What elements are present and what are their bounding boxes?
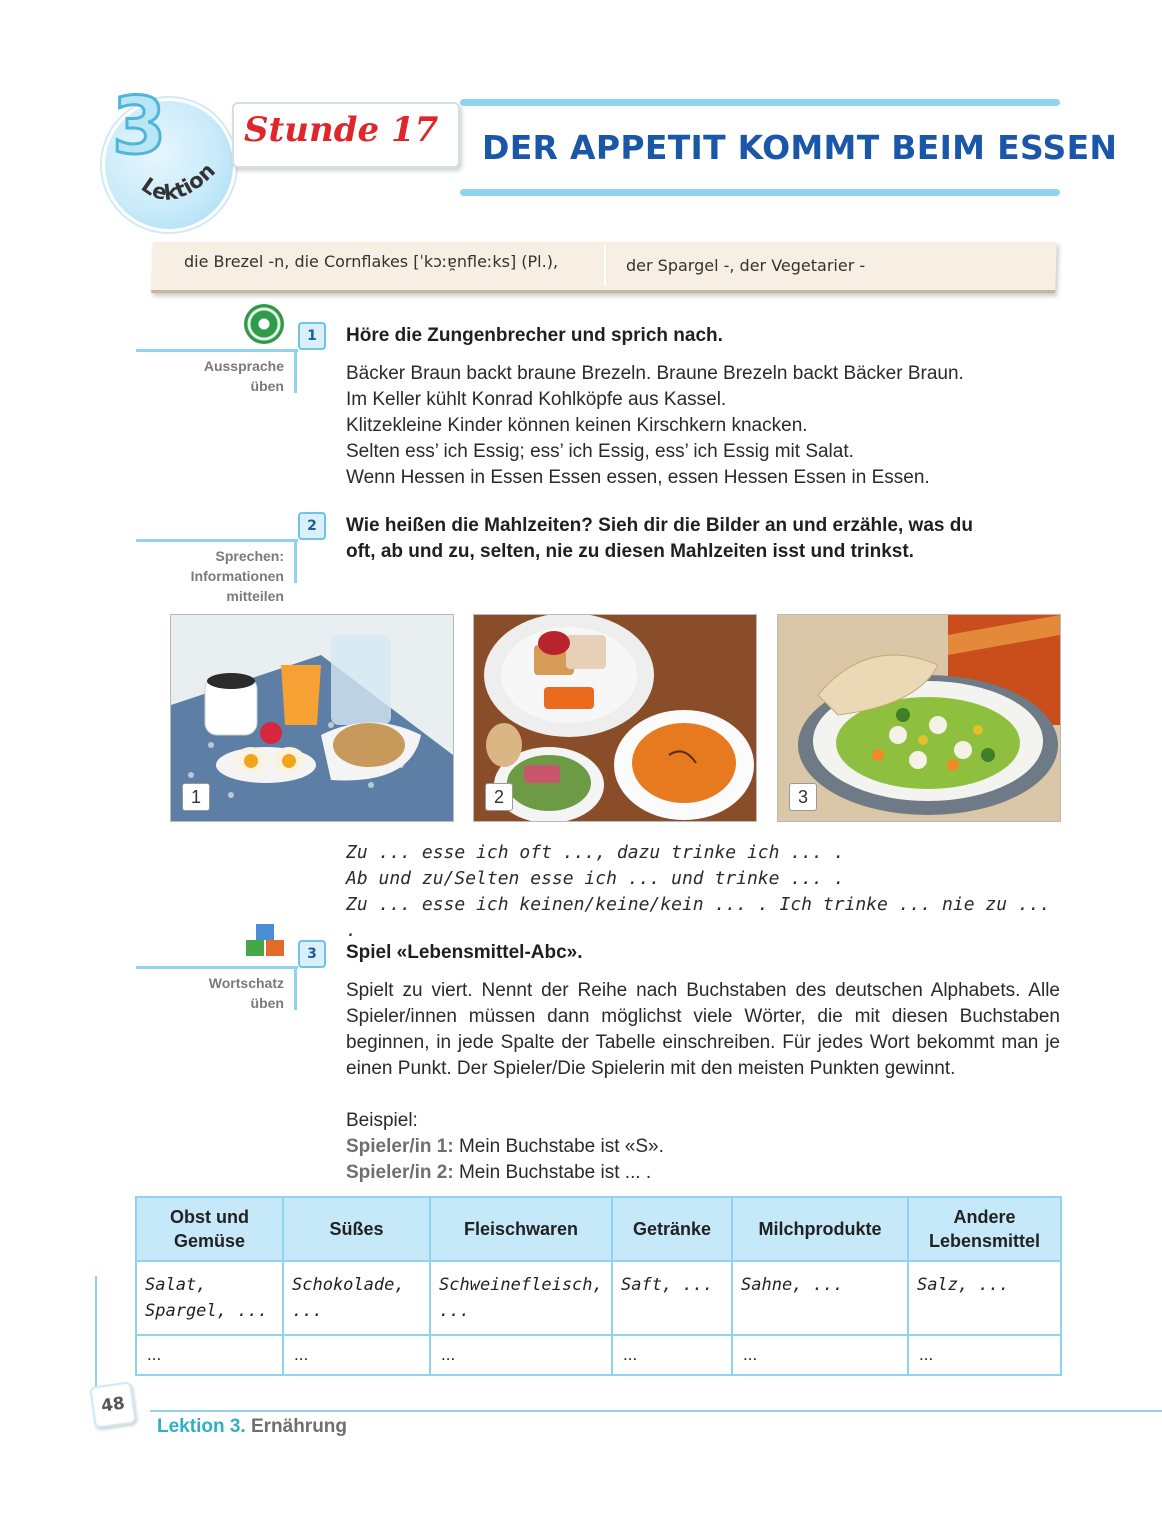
lektion-label-curve xyxy=(138,150,238,220)
table-cell: Schokolade, ... xyxy=(283,1261,430,1335)
side-vline-3 xyxy=(294,966,297,1010)
title-bar-top xyxy=(460,99,1060,106)
page-title: DER APPETIT KOMMT BEIM ESSEN xyxy=(482,128,1118,167)
side-label-3-line-1: Wortschatz xyxy=(208,975,284,991)
task-2-title xyxy=(346,513,1066,565)
footer-line xyxy=(150,1410,1162,1412)
table-cell: Salz, ... xyxy=(908,1261,1061,1335)
table-header: Süßes xyxy=(283,1197,430,1261)
side-label-2-line-2: Informationen xyxy=(190,568,284,584)
side-label-2-line-1: Sprechen: xyxy=(215,548,284,564)
dinner-illustration xyxy=(778,615,1060,821)
side-vline-1 xyxy=(294,349,297,393)
lebensmittel-table xyxy=(135,1196,1062,1376)
sentence-patterns xyxy=(346,840,1066,944)
pattern-2: Ab und zu/Selten esse ich ... und trinke ... . xyxy=(346,868,845,889)
side-label-2-line-3: mitteilen xyxy=(226,588,284,604)
side-label-3 xyxy=(150,973,284,1013)
photo-dinner xyxy=(777,614,1061,822)
tongue-twister-1: Bäcker Braun backt braune Brezeln. Braune Brezeln backt Bäcker Braun. xyxy=(346,363,964,384)
table-header-row xyxy=(136,1197,1061,1261)
tongue-twister-3: Klitzekleine Kinder können keinen Kirschkern knacken. xyxy=(346,415,808,436)
table-cell: ... xyxy=(136,1335,283,1375)
table-header: Getränke xyxy=(612,1197,732,1261)
cd-audio-icon[interactable] xyxy=(244,304,284,344)
side-label-1 xyxy=(150,356,284,396)
table-cell: ... xyxy=(908,1335,1061,1375)
example-text-2: Mein Buchstabe ist ... . xyxy=(453,1162,652,1183)
task-number-3: 3 xyxy=(298,940,326,968)
lektion-number: 3 xyxy=(112,82,167,172)
vocab-divider xyxy=(604,246,606,286)
example-label: Beispiel: xyxy=(346,1110,418,1131)
tongue-twister-5: Wenn Hessen in Essen Essen essen, essen Hessen Essen in Essen. xyxy=(346,467,930,488)
example-speaker-2: Spieler/in 2: xyxy=(346,1162,454,1183)
table-cell: Saft, ... xyxy=(612,1261,732,1335)
side-label-1-line-1: Aussprache xyxy=(203,358,284,374)
vocab-left: die Brezel -n, die Cornflakes [ˈkɔːɐ̯nfleːks] (Pl.), xyxy=(184,252,559,271)
stunde-label: Stunde 17 xyxy=(244,110,439,150)
abc-blocks-icon xyxy=(244,924,286,958)
table-row xyxy=(136,1261,1061,1335)
title-bar-bottom xyxy=(460,189,1060,196)
pattern-3: Zu ... esse ich keinen/keine/kein ... . Ich trinke ... nie zu ... . xyxy=(346,894,1051,941)
table-cell: Sahne, ... xyxy=(732,1261,908,1335)
breakfast-illustration xyxy=(171,615,453,821)
table-cell: ... xyxy=(612,1335,732,1375)
table-cell: ... xyxy=(430,1335,612,1375)
task-2-title-line-2: oft, ab und zu, selten, nie zu diesen Mahlzeiten isst und trinkst. xyxy=(346,541,914,562)
photo-lunch xyxy=(473,614,757,822)
table-cell: ... xyxy=(283,1335,430,1375)
side-label-3-line-2: üben xyxy=(250,995,284,1011)
side-label-2 xyxy=(150,546,284,606)
tongue-twister-2: Im Keller kühlt Konrad Kohlköpfe aus Kassel. xyxy=(346,389,727,410)
task-number-1: 1 xyxy=(298,322,326,350)
example-line-2 xyxy=(346,1160,651,1186)
table-header: Fleischwaren xyxy=(430,1197,612,1261)
side-label-1-line-2: üben xyxy=(250,378,284,394)
table-row xyxy=(136,1335,1061,1375)
photo-number-3: 3 xyxy=(789,783,817,811)
task-number-2: 2 xyxy=(298,512,326,540)
table-header: Obst und Gemüse xyxy=(136,1197,283,1261)
footer-vertical-line xyxy=(95,1276,97,1396)
task-2-title-line-1: Wie heißen die Mahlzeiten? Sieh dir die Bilder an und erzähle, was du xyxy=(346,515,973,536)
vocab-right: der Spargel -, der Vegetarier - xyxy=(626,256,866,275)
example-text-1: Mein Buchstabe ist «S». xyxy=(453,1136,664,1157)
table-cell: Salat, Spargel, ... xyxy=(136,1261,283,1335)
table-header: Milchprodukte xyxy=(732,1197,908,1261)
table-header: Andere Lebensmittel xyxy=(908,1197,1061,1261)
photo-breakfast xyxy=(170,614,454,822)
task-1-title: Höre die Zungenbrecher und sprich nach. xyxy=(346,325,723,346)
table-cell: ... xyxy=(732,1335,908,1375)
footer-text xyxy=(157,1416,347,1438)
footer-topic: Ernährung xyxy=(245,1416,348,1437)
svg-text:Lektion xyxy=(138,158,220,205)
lunch-illustration xyxy=(474,615,756,821)
tongue-twister-4: Selten ess’ ich Essig; ess’ ich Essig, ess’ ich Essig mit Salat. xyxy=(346,441,854,462)
photo-number-2: 2 xyxy=(485,783,513,811)
task-3-title: Spiel «Lebensmittel-Abc». xyxy=(346,942,583,963)
side-line-1 xyxy=(136,349,298,352)
photo-number-1: 1 xyxy=(182,783,210,811)
lektion-label xyxy=(138,150,238,220)
page-number: 48 xyxy=(89,1381,136,1428)
lektion-label-text: Lektion xyxy=(138,158,220,206)
side-vline-2 xyxy=(294,539,297,583)
side-line-3 xyxy=(136,966,298,969)
pattern-1: Zu ... esse ich oft ..., dazu trinke ich ... . xyxy=(346,842,845,863)
example-speaker-1: Spieler/in 1: xyxy=(346,1136,454,1157)
abc-blocks-glyph xyxy=(244,924,286,958)
table-cell: Schweinefleisch, ... xyxy=(430,1261,612,1335)
footer-lektion: Lektion 3. xyxy=(157,1416,246,1437)
game-rules: Spielt zu viert. Nennt der Reihe nach Buchstaben des deutschen Alphabets. Alle Spieler/innen müssen dann möglichst viele Wörter, die mit diesen Buchstaben beginnen, in jede Spalte der Tabelle einschreiben. Für jedes Wort bekommt man je einen Punkt. Der Spieler/Die Spielerin mit den meisten Punkten gewinnt. xyxy=(346,980,1060,1079)
tongue-twisters xyxy=(346,361,1066,491)
example-line-1 xyxy=(346,1134,664,1160)
side-line-2 xyxy=(136,539,298,542)
